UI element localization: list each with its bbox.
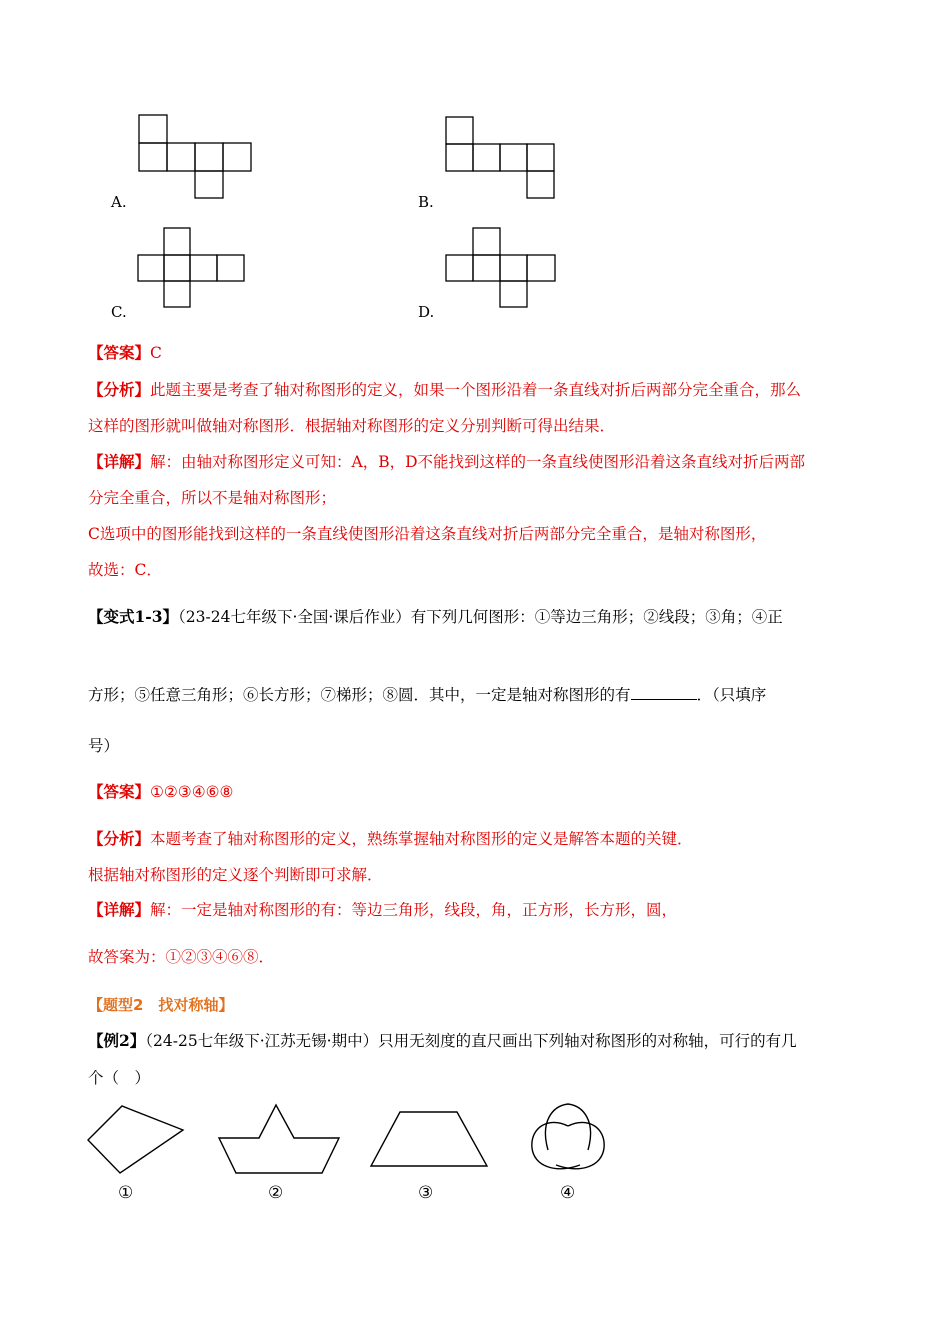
- answer-tag: 【答案】: [88, 343, 151, 362]
- variant-detail-line1: 【详解】解：一定是轴对称图形的有：等边三角形，线段，角，正方形，长方形，圆，: [88, 900, 678, 919]
- figure-3-label: ③: [418, 1183, 434, 1203]
- answer-value: ①②③④⑥⑧: [150, 783, 234, 801]
- example2-line1: 【例2】（24-25七年级下·江苏无锡·期中）只用无刻度的直尺画出下列轴对称图形的对称轴，可行的有几: [88, 1031, 797, 1050]
- q1-detail-line2: 分完全重合，所以不是轴对称图形；: [88, 489, 337, 507]
- variant-question-line1: 【变式1-3】（23-24七年级下·全国·课后作业）有下列几何图形：①等边三角形；②线段；③角；④正: [88, 607, 783, 626]
- variant-analysis-line1: 【分析】本题考查了轴对称图形的定义，熟练掌握轴对称图形的定义是解答本题的关键．: [88, 829, 693, 848]
- answer-value: C: [150, 344, 162, 362]
- option-a-label: A.: [111, 193, 127, 211]
- example-tag: 【例2】: [88, 1031, 146, 1050]
- variant-tag: 【变式1-3】: [88, 607, 179, 626]
- q1-detail-line1: 【详解】解：由轴对称图形定义可知：A，B，D不能找到这样的一条直线使图形沿着这条直线对折后两部: [88, 452, 806, 471]
- q1-detail-line4: 故选：C．: [88, 561, 162, 579]
- figure-2-label: ②: [268, 1183, 284, 1203]
- variant-question-line3: 号）: [88, 737, 120, 755]
- analysis-tag: 【分析】: [88, 829, 151, 848]
- option-b-label: B.: [418, 193, 434, 211]
- variant-question-line2: 方形；⑤任意三角形；⑥长方形；⑦梯形；⑧圆．其中，一定是轴对称图形的有 ．（只填序: [88, 686, 767, 704]
- analysis-tag: 【分析】: [88, 380, 151, 399]
- variant-analysis-line2: 根据轴对称图形的定义逐个判断即可求解．: [88, 866, 383, 884]
- example2-line2: 个（ ）: [88, 1069, 151, 1087]
- option-d-label: D.: [418, 303, 435, 321]
- option-c-label: C.: [111, 303, 127, 321]
- q1-analysis-line1: 【分析】此题主要是考查了轴对称图形的定义，如果一个图形沿着一条直线对折后两部分完全重合，那么: [88, 380, 802, 399]
- figure-4-label: ④: [560, 1183, 576, 1203]
- section-title: 【题型2 找对称轴】: [88, 996, 234, 1014]
- detail-tag: 【详解】: [88, 900, 151, 919]
- figure-1-label: ①: [118, 1183, 134, 1203]
- answer-tag: 【答案】: [88, 782, 151, 801]
- detail-tag: 【详解】: [88, 452, 151, 471]
- q1-analysis-line2: 这样的图形就叫做轴对称图形．根据轴对称图形的定义分别判断可得出结果．: [88, 417, 616, 435]
- variant-detail-line2: 故答案为：①②③④⑥⑧．: [88, 948, 275, 966]
- q1-detail-line3: C选项中的图形能找到这样的一条直线使图形沿着这条直线对折后两部分完全重合，是轴对称图形，: [88, 525, 767, 543]
